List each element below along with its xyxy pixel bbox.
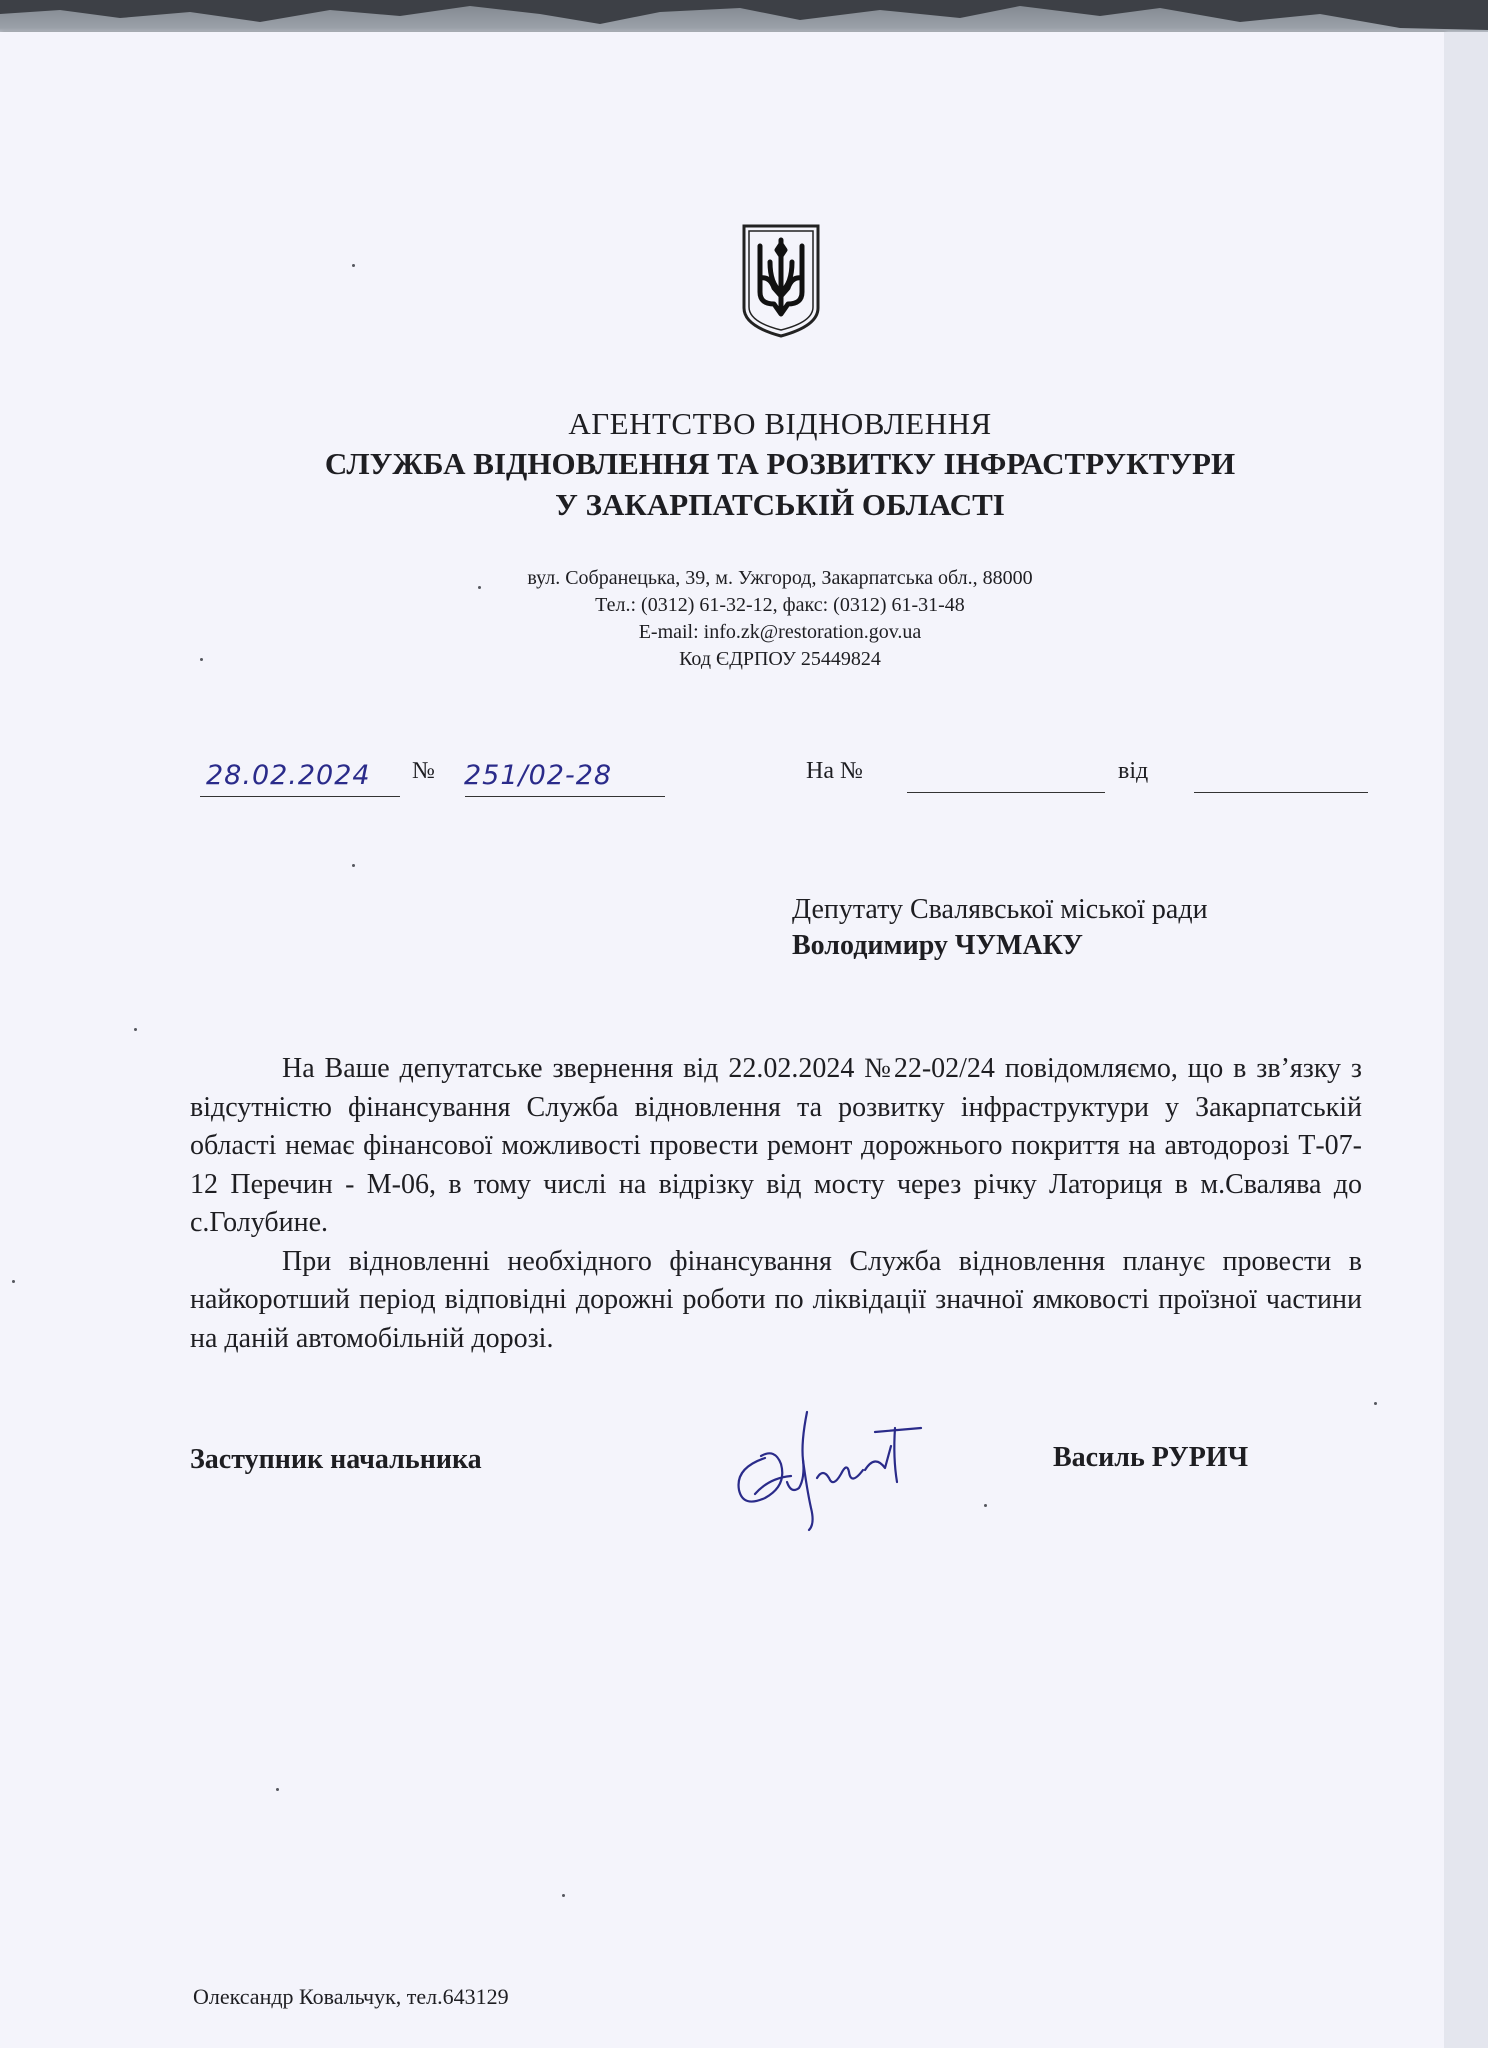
executor-contact: Олександр Ковальчук, тел.643129 bbox=[193, 1984, 509, 2009]
reply-date-line bbox=[1194, 792, 1368, 793]
scan-speck bbox=[1374, 1402, 1377, 1405]
agency-name: АГЕНТСТВО ВІДНОВЛЕННЯ bbox=[568, 406, 992, 441]
outgoing-date-line bbox=[200, 796, 400, 797]
scan-speck bbox=[984, 1504, 987, 1507]
scan-right-margin bbox=[1444, 32, 1488, 2048]
trident-coat-of-arms-icon bbox=[740, 222, 822, 340]
scan-speck bbox=[352, 264, 355, 267]
service-name-line1: СЛУЖБА ВІДНОВЛЕННЯ ТА РОЗВИТКУ ІНФРАСТРУКТУРИ bbox=[324, 446, 1236, 481]
outgoing-date: 28.02.2024 bbox=[206, 760, 371, 791]
letter-body bbox=[190, 1050, 1362, 1358]
signer-name: Василь РУРИЧ bbox=[1053, 1442, 1249, 1473]
reply-number-line bbox=[907, 792, 1105, 793]
reply-to-number-label: На № bbox=[806, 758, 863, 784]
email: E-mail: info.zk@restoration.gov.ua bbox=[638, 621, 922, 643]
outgoing-number: 251/02-28 bbox=[464, 760, 613, 791]
edrpou-code: Код ЄДРПОУ 25449824 bbox=[679, 648, 881, 670]
scan-speck bbox=[200, 658, 203, 661]
scan-speck bbox=[352, 864, 355, 867]
signer-position: Заступник начальника bbox=[190, 1444, 482, 1475]
scan-speck bbox=[276, 1788, 279, 1791]
scan-speck bbox=[478, 586, 481, 589]
body-paragraph-1: На Ваше депутатське звернення від 22.02.2024 №22-02/24 повідомляємо, що в зв’язку з відсутністю фінансування Служба відновлення та розвитку інфраструктури у Закарпатській області немає фінансової можливості провести ремонт дорожнього покриття на автодорозі Т-07-12 Перечин - М-06, в тому числі на відрізку від мосту через річку Латориця в м.Свалява до с.Голубине. bbox=[190, 1053, 1362, 1238]
body-paragraph-2: При відновленні необхідного фінансування Служба відновлення планує провести в найкоротший період відповідні дорожні роботи по ліквідації значної ямковості проїзної частини на даній автомобільній дорозі. bbox=[190, 1245, 1362, 1354]
outgoing-number-line bbox=[465, 796, 665, 797]
service-name-line2: У ЗАКАРПАТСЬКІЙ ОБЛАСТІ bbox=[555, 487, 1005, 522]
scan-speck bbox=[134, 1028, 137, 1031]
scan-speck bbox=[562, 1894, 565, 1897]
number-sign: № bbox=[412, 758, 435, 784]
recipient-title: Депутату Свалявської міської ради bbox=[792, 894, 1208, 925]
phone-fax: Тел.: (0312) 61-32-12, факс: (0312) 61-31-48 bbox=[595, 594, 965, 616]
recipient-name: Володимиру ЧУМАКУ bbox=[792, 930, 1083, 961]
address: вул. Собранецька, 39, м. Ужгород, Закарпатська обл., 88000 bbox=[527, 567, 1033, 589]
scan-speck bbox=[12, 1280, 15, 1283]
handwritten-signature-icon bbox=[725, 1398, 925, 1534]
reply-from-label: від bbox=[1118, 758, 1149, 784]
letter-page bbox=[0, 32, 1444, 2048]
